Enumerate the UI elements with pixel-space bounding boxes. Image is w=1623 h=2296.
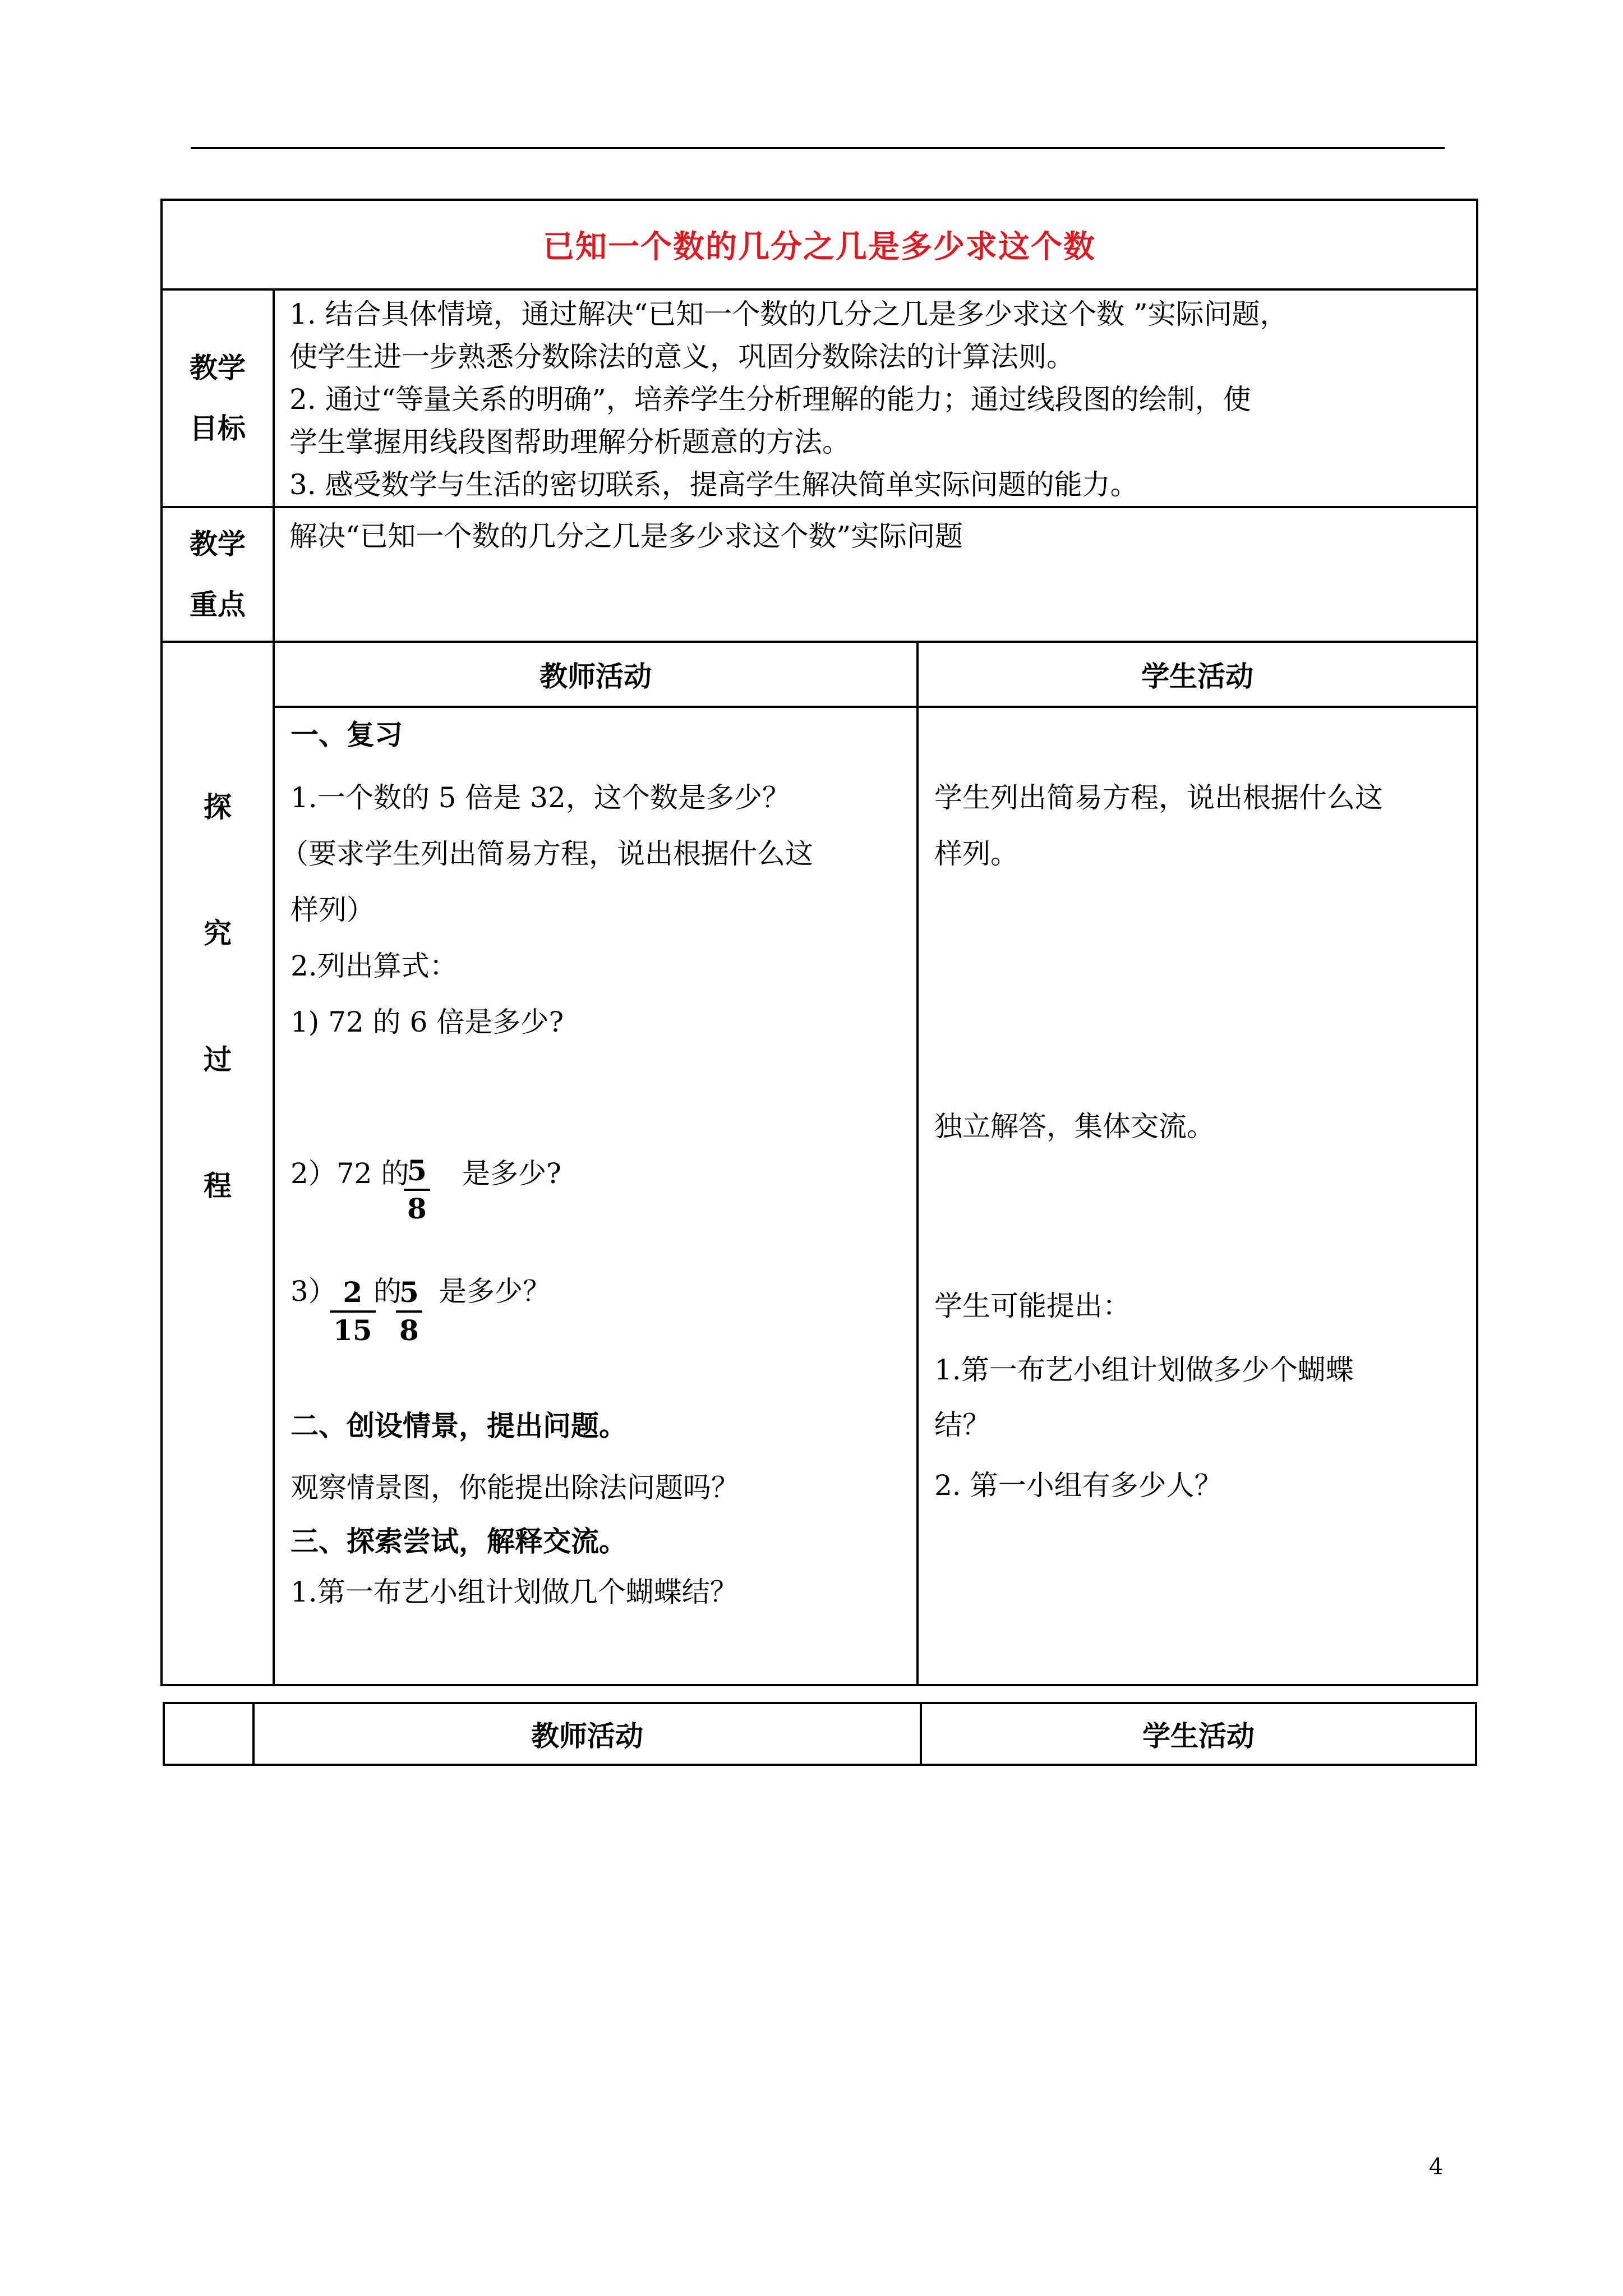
continuation-empty-cell [164,1703,253,1765]
review-note-a: （要求学生列出简易方程，说出根据什么这 [280,838,813,870]
question-2-2-prefix: 2）72 的 [291,1157,409,1190]
question-2-3-suffix: 是多少？ [439,1275,551,1308]
student-response-1b: 样列。 [934,838,1018,870]
section-3-heading: 三、探索尝试，解释交流。 [291,1525,627,1558]
keypoints-content [274,507,1477,642]
question-2-1: 1) 72 的 6 倍是多少? [291,1006,564,1038]
review-question-1: 1.一个数的 5 倍是 32，这个数是多少？ [291,781,790,814]
lesson-title: 已知一个数的几分之几是多少求这个数 [543,228,1096,265]
continuation-student-header: 学生活动 [921,1703,1476,1765]
objectives-label: 教学 目标 [162,289,274,507]
review-heading: 一、复习 [291,718,403,751]
student-response-3-2: 2. 第一小组有多少人？ [934,1469,1223,1502]
page-number: 4 [1429,2154,1444,2180]
student-response-1a: 学生列出简易方程，说出根据什么这 [934,781,1383,814]
teacher-activity-header: 教师活动 [274,642,917,707]
student-activity-cell [917,707,1477,1685]
objective-line: 1. 结合具体情境，通过解决“已知一个数的几分之几是多少求这个数 ”实际问题， [289,298,1288,330]
fraction-5-8-second: 5 8 [396,1276,422,1347]
objective-line: 使学生进一步熟悉分数除法的意义，巩固分数除法的计算法则。 [289,341,1075,373]
continuation-table [163,1702,1477,1766]
keypoints-text: 解决“已知一个数的几分之几是多少求这个数”实际问题 [289,520,963,553]
title-cell [162,200,1477,289]
objective-line: 3. 感受数学与生活的密切联系，提高学生解决简单实际问题的能力。 [289,468,1138,501]
objective-line: 2. 通过“等量关系的明确”，培养学生分析理解的能力；通过线段图的绘制，使 [289,383,1251,416]
student-response-3-1b: 结？ [934,1409,990,1441]
section-3-question-1: 1.第一布艺小组计划做几个蝴蝶结？ [291,1576,738,1608]
review-question-2: 2.列出算式： [291,950,458,982]
student-response-3: 学生可能提出： [934,1290,1131,1322]
continuation-teacher-header: 教师活动 [253,1703,921,1765]
question-2-3-prefix: 3） [291,1275,336,1308]
section-2-text: 观察情景图，你能提出除法问题吗？ [291,1471,739,1504]
teacher-activity-cell [274,707,917,1685]
header-rule [191,147,1445,149]
review-note-b: 样列） [291,894,375,926]
keypoints-label: 教学 重点 [162,507,274,642]
process-label: 探 究 过 程 [162,642,274,1685]
section-2-heading: 二、创设情景，提出问题。 [291,1409,627,1442]
objectives-content [274,289,1477,507]
question-2-3-mid: 的 [374,1275,402,1308]
fraction-5-8: 5 8 [404,1154,430,1226]
student-activity-header: 学生活动 [917,642,1477,707]
objective-line: 学生掌握用线段图帮助理解分析题意的方法。 [289,426,850,458]
lesson-plan-table [160,199,1478,1686]
student-response-2: 独立解答，集体交流。 [934,1110,1215,1143]
fraction-2-15: 2 15 [330,1276,376,1347]
question-2-2-suffix: 是多少? [462,1157,561,1190]
student-response-3-1a: 1.第一布艺小组计划做多少个蝴蝶 [934,1354,1354,1386]
